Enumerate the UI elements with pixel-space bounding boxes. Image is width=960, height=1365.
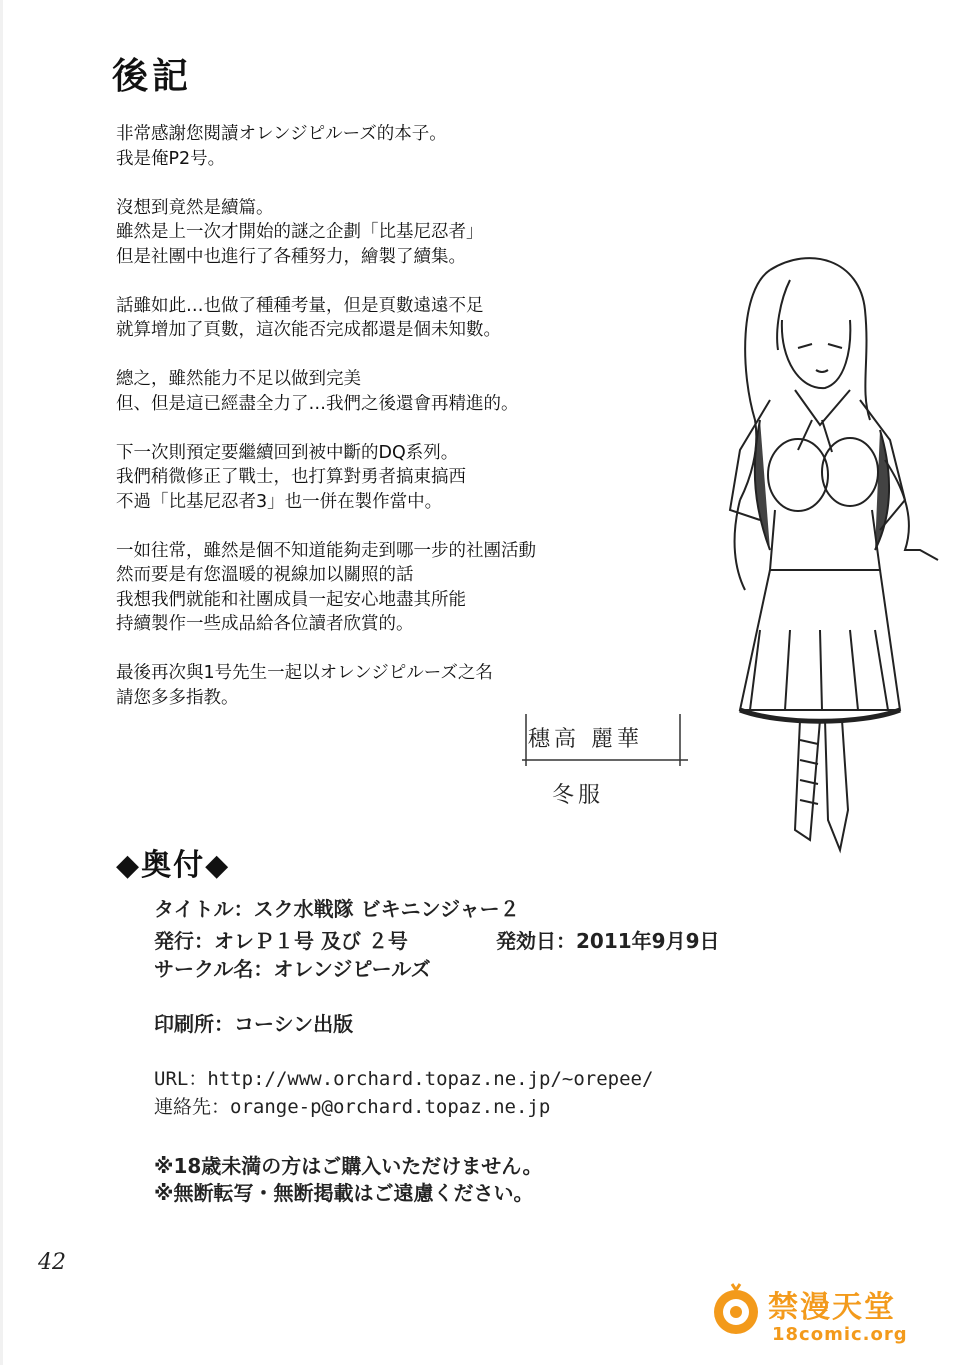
colophon-date-line: 発効日：2011年9月9日 bbox=[496, 929, 720, 953]
character-outfit-label: 冬服 bbox=[552, 783, 605, 808]
paragraph bbox=[116, 661, 636, 710]
text-line: 不過「比基尼忍者3」也一併在製作當中。 bbox=[116, 491, 443, 512]
afterword-title: 後記 bbox=[112, 56, 193, 97]
character-name: 穗高 麗華 bbox=[528, 727, 643, 752]
text-line: 總之，雖然能力不足以做到完美 bbox=[116, 369, 361, 389]
text-line: 我是俺P2号。 bbox=[116, 148, 226, 169]
watermark-url: 18comic.org bbox=[772, 1324, 908, 1345]
character-name-box bbox=[520, 710, 690, 766]
notice-age: ※18歳未満の方はご購入いただけません。 bbox=[154, 1154, 543, 1178]
colophon-title-line: タイトル：スク水戦隊 ビキニンジャー２ bbox=[154, 897, 520, 921]
text-line: 話雖如此…也做了種種考量，但是頁數遠遠不足 bbox=[116, 295, 484, 316]
text-line: 下一次則預定要繼續回到被中斷的DQ系列。 bbox=[116, 442, 459, 463]
paragraph bbox=[116, 122, 636, 171]
colophon-url-line: URL：http://www.orchard.topaz.ne.jp/~orepee/ bbox=[154, 1068, 654, 1090]
watermark bbox=[706, 1278, 946, 1358]
text-line: 沒想到竟然是續篇。 bbox=[116, 197, 274, 218]
text-line: 一如往常，雖然是個不知道能夠走到哪一步的社團活動 bbox=[116, 540, 536, 561]
paragraph bbox=[116, 196, 636, 270]
page-number: 42 bbox=[38, 1250, 66, 1275]
text-line: 我們稍微修正了戰士，也打算對勇者搞東搞西 bbox=[116, 467, 466, 487]
colophon-circle-line: サークル名：オレンジピールズ bbox=[154, 957, 431, 981]
page-edge bbox=[0, 0, 3, 1365]
text-line: 就算增加了頁數，這次能否完成都還是個未知數。 bbox=[116, 320, 501, 340]
text-line: 持續製作一些成品給各位讀者欣賞的。 bbox=[116, 614, 414, 634]
text-line: 非常感謝您閱讀オレンジピルーズ的本子。 bbox=[116, 124, 447, 144]
paragraph bbox=[116, 294, 636, 343]
text-line: 但是社團中也進行了各種努力，繪製了續集。 bbox=[116, 246, 466, 267]
text-line: 但、但是這已經盡全力了…我們之後還會再精進的。 bbox=[116, 393, 519, 414]
paragraph bbox=[116, 367, 636, 416]
afterword-body bbox=[116, 122, 636, 735]
notice-copy: ※無断転写・無断掲載はご遠慮ください。 bbox=[154, 1181, 534, 1205]
text-line: 然而要是有您溫暖的視線加以關照的話 bbox=[116, 565, 414, 585]
watermark-text: 禁漫天堂 bbox=[768, 1290, 896, 1325]
character-illustration bbox=[700, 250, 940, 890]
text-line: 最後再次與1号先生一起以オレンジピルーズ之名 bbox=[116, 663, 493, 683]
colophon-header: ◆奥付◆ bbox=[116, 848, 231, 883]
watermark-logo-icon bbox=[708, 1282, 764, 1338]
paragraph bbox=[116, 441, 636, 515]
colophon-publisher-line: 発行：オレＰ１号 及び ２号 bbox=[154, 929, 408, 953]
text-line: 雖然是上一次才開始的謎之企劃「比基尼忍者」 bbox=[116, 222, 484, 242]
colophon-contact-line: 連絡先：orange-p@orchard.topaz.ne.jp bbox=[154, 1096, 551, 1118]
colophon-printer-line: 印刷所：コーシン出版 bbox=[154, 1012, 354, 1036]
text-line: 請您多多指教。 bbox=[116, 687, 239, 708]
text-line: 我想我們就能和社團成員一起安心地盡其所能 bbox=[116, 589, 466, 610]
paragraph bbox=[116, 539, 636, 637]
